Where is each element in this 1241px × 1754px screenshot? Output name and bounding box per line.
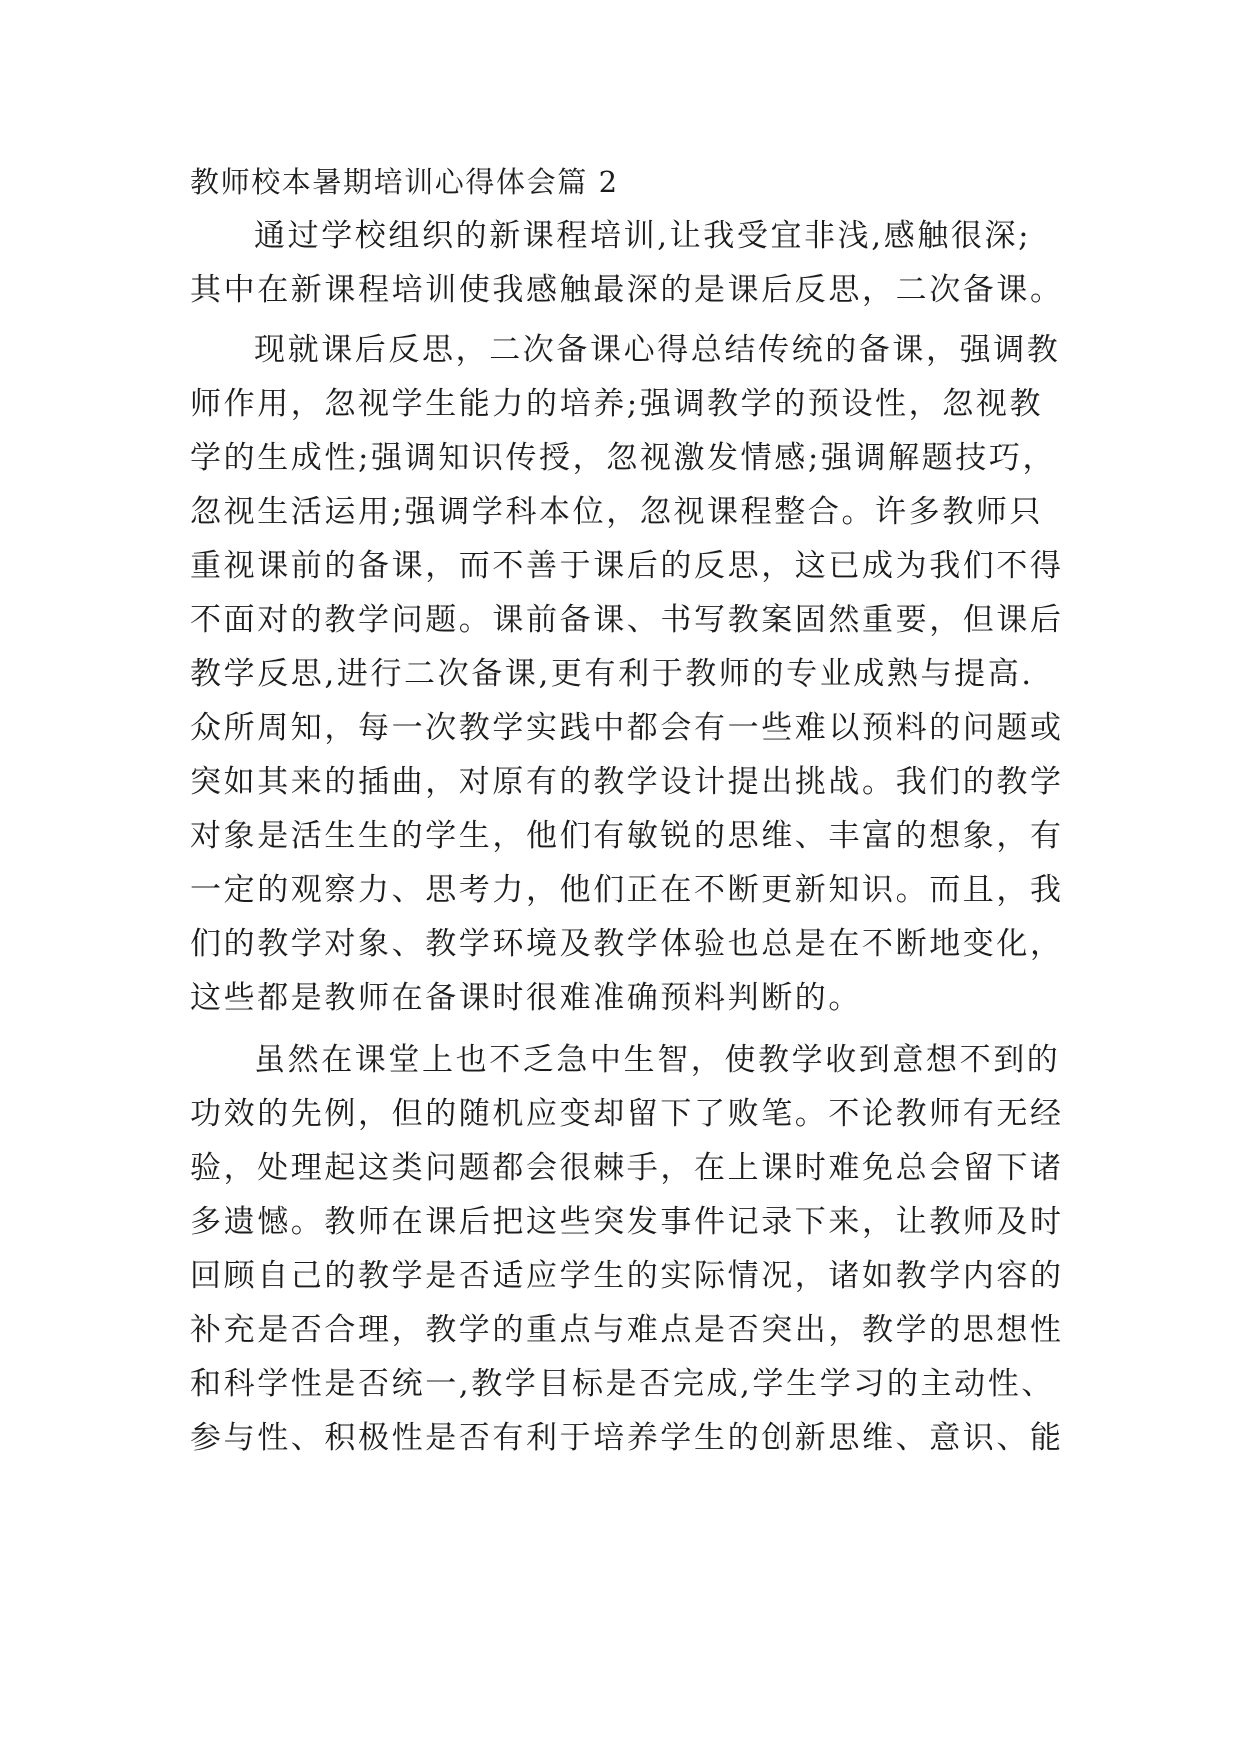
paragraph-line: 对象是活生生的学生，他们有敏锐的思维、丰富的想象，有 <box>190 818 1064 854</box>
paragraph-line: 功效的先例，但的随机应变却留下了败笔。不论教师有无经 <box>190 1096 1064 1132</box>
paragraph-line: 不面对的教学问题。课前备课、书写教案固然重要，但课后 <box>190 602 1064 638</box>
document-title: 教师校本暑期培训心得体会篇 2 <box>190 165 619 199</box>
paragraph-line: 学的生成性;强调知识传授，忽视激发情感;强调解题技巧， <box>190 440 1057 476</box>
paragraph-line: 一定的观察力、思考力，他们正在不断更新知识。而且，我 <box>190 872 1064 908</box>
paragraph-line: 众所周知，每一次教学实践中都会有一些难以预料的问题或 <box>190 710 1064 746</box>
paragraph-line: 和科学性是否统一,教学目标是否完成,学生学习的主动性、 <box>190 1366 1055 1402</box>
paragraph-line: 虽然在课堂上也不乏急中生智，使教学收到意想不到的 <box>254 1042 1061 1078</box>
paragraph-line: 多遗憾。教师在课后把这些突发事件记录下来，让教师及时 <box>190 1204 1064 1240</box>
paragraph-line: 突如其来的插曲，对原有的教学设计提出挑战。我们的教学 <box>190 764 1064 800</box>
paragraph-line: 忽视生活运用;强调学科本位，忽视课程整合。许多教师只 <box>190 494 1044 530</box>
paragraph-line: 补充是否合理，教学的重点与难点是否突出，教学的思想性 <box>190 1312 1064 1348</box>
paragraph-line: 们的教学对象、教学环境及教学体验也总是在不断地变化， <box>190 926 1064 962</box>
paragraph-line: 教学反思,进行二次备课,更有利于教师的专业成熟与提高. <box>190 656 1034 692</box>
paragraph-line: 师作用，忽视学生能力的培养;强调教学的预设性，忽视教 <box>190 386 1044 422</box>
paragraph-line: 现就课后反思，二次备课心得总结传统的备课，强调教 <box>254 332 1061 368</box>
paragraph-line: 参与性、积极性是否有利于培养学生的创新思维、意识、能 <box>190 1420 1064 1456</box>
paragraph-line: 通过学校组织的新课程培训,让我受宜非浅,感触很深; <box>254 218 1032 254</box>
paragraph-line: 回顾自己的教学是否适应学生的实际情况，诸如教学内容的 <box>190 1258 1064 1294</box>
paragraph-line: 验，处理起这类问题都会很棘手，在上课时难免总会留下诸 <box>190 1150 1064 1186</box>
paragraph-line: 重视课前的备课，而不善于课后的反思，这已成为我们不得 <box>190 548 1064 584</box>
paragraph-line: 这些都是教师在备课时很难准确预料判断的。 <box>190 980 862 1016</box>
paragraph-line: 其中在新课程培训使我感触最深的是课后反思，二次备课。 <box>190 272 1064 308</box>
